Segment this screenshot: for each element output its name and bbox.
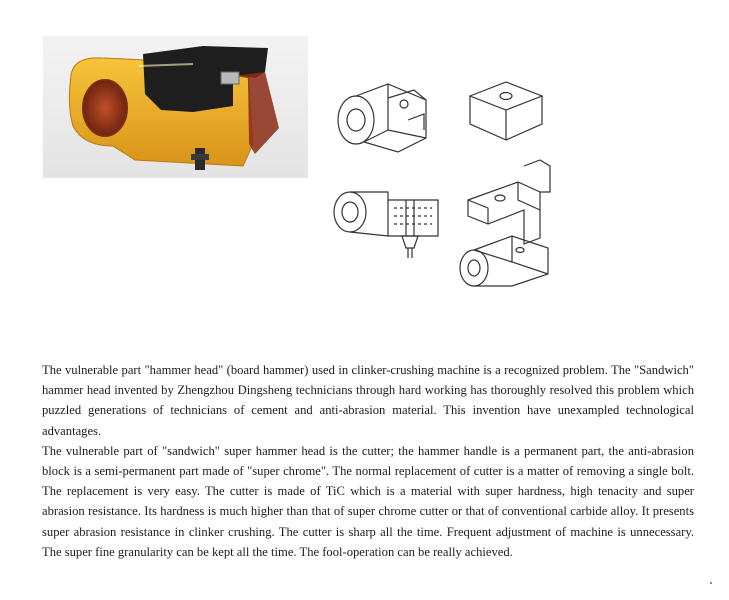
hammer-head-photo-icon [43, 36, 308, 178]
paragraph-1: The vulnerable part "hammer head" (board hammer) used in clinker-crushing machine is a recognized problem. The "Sandwich" hammer head invented by Zhengzhou Dingsheng technicians through hard working has thoroughly resolved this problem which puzzled generations of technicians of cement and anti-abrasion material. This invention have unexampled technological advantages. [42, 363, 694, 438]
scan-speck [710, 582, 712, 584]
assembly-drawing [338, 84, 426, 152]
hammer-parts-drawings-icon [328, 60, 558, 290]
hammer-parts-drawings [328, 60, 558, 290]
paragraph-2: The vulnerable part of "sandwich" super hammer head is the cutter; the hammer handle is a permanent part, the anti-abrasion block is a semi-permanent part made of "super chrome". The normal replacement of cutter is a matter of removing a single bolt. The replacement is very easy. The cutter is made of TiC which is a material with super hardness, high tenacity and super abrasion resistance. Its hardness is much higher than that of super chrome cutter or that of conventional carbide alloy. It presents super abrasion resistance in clinker crushing. The cutter is sharp all the time. Frequent adjustment of machine is unnecessary. The super fine granularity can be kept all the time. The fool-operation can be really achieved. [42, 443, 694, 559]
handle-drawing [468, 160, 550, 244]
cutter-block-drawing [470, 82, 542, 140]
section-drawing [334, 192, 438, 258]
description-text [42, 360, 694, 562]
shaft-drawing [460, 236, 548, 286]
hammer-head-photo [43, 36, 308, 178]
